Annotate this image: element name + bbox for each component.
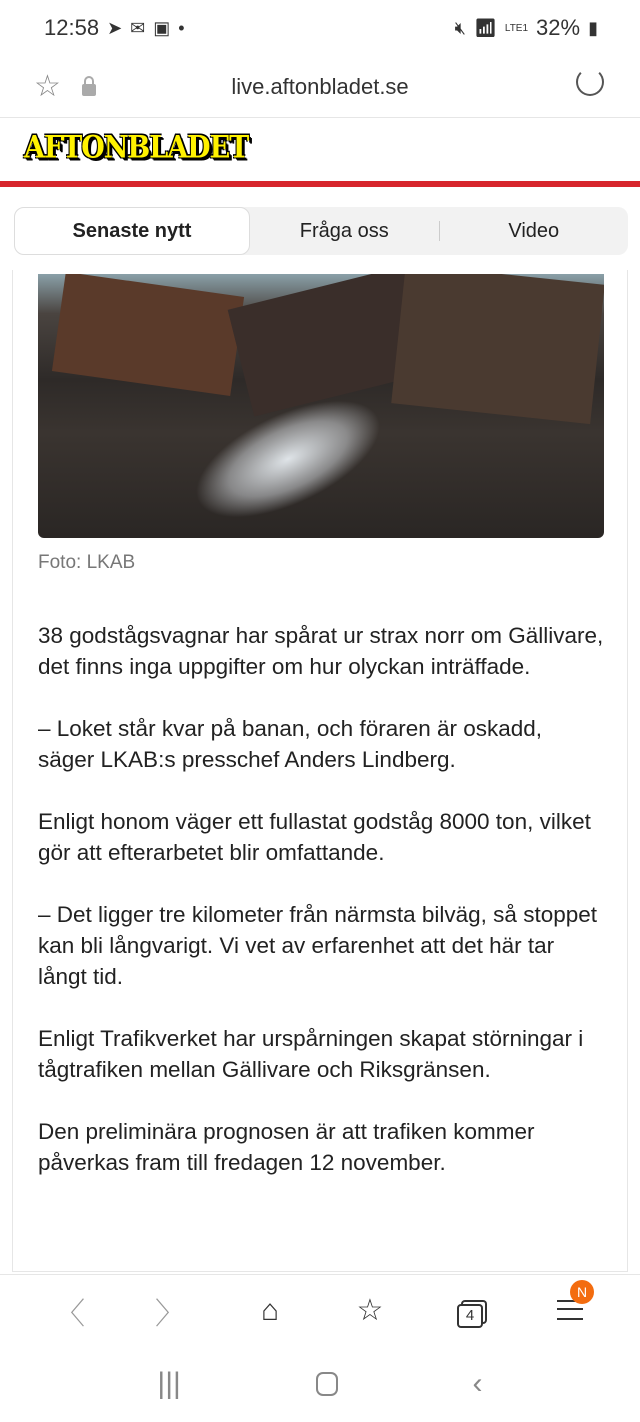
reload-icon[interactable] bbox=[576, 68, 604, 96]
paragraph: Den preliminära prognosen är att trafiken kommer påverkas fram till fredagen 12 november. bbox=[38, 1119, 535, 1175]
browser-toolbar bbox=[0, 1274, 640, 1346]
battery-icon: ▮ bbox=[588, 17, 598, 38]
clock: 12:58 bbox=[44, 15, 100, 40]
tab-senaste-nytt[interactable]: Senaste nytt bbox=[14, 207, 250, 255]
mute-icon: 🔇︎ bbox=[454, 17, 467, 38]
aftonbladet-logo[interactable]: AFTONBLADET bbox=[24, 129, 249, 166]
mail-icon: ✉ bbox=[130, 17, 146, 38]
menu-button[interactable] bbox=[540, 1283, 600, 1328]
dot-icon: • bbox=[178, 17, 185, 38]
back-nav-icon[interactable]: ‹ bbox=[472, 1367, 483, 1400]
back-button[interactable]: 〈 bbox=[55, 1297, 85, 1331]
article-body bbox=[38, 620, 604, 1209]
image-icon: ▣ bbox=[153, 17, 171, 38]
photo-caption: Foto: LKAB bbox=[38, 552, 136, 573]
paragraph: – Loket står kvar på banan, och föraren är oskadd, säger LKAB:s presschef Anders Lindberg. bbox=[38, 716, 543, 772]
battery-level: 32% bbox=[536, 15, 581, 40]
telegram-icon: ➤ bbox=[107, 17, 123, 38]
address-bar[interactable] bbox=[0, 56, 640, 118]
tab-video[interactable]: Video bbox=[508, 219, 560, 242]
section-tabs bbox=[14, 207, 628, 255]
home-button[interactable] bbox=[240, 1294, 300, 1328]
bookmarks-star-icon: ☆ bbox=[356, 1294, 384, 1327]
paragraph: Enligt Trafikverket har urspårningen skapat störningar i tågtrafiken mellan Gällivare och Riksgränsen. bbox=[38, 1026, 584, 1082]
tabs-button[interactable] bbox=[440, 1294, 500, 1328]
header-divider bbox=[0, 181, 640, 187]
url-text[interactable]: live.aftonbladet.se bbox=[231, 73, 409, 99]
tab-fraga-oss[interactable]: Fråga oss bbox=[299, 219, 389, 242]
home-nav-icon[interactable] bbox=[316, 1372, 338, 1396]
site-header bbox=[0, 118, 640, 182]
forward-button[interactable]: 〉 bbox=[155, 1297, 185, 1331]
paragraph: Enligt honom väger ett fullastat godståg 8000 ton, vilket gör att efterarbetet blir omfattande. bbox=[38, 809, 591, 865]
lock-icon[interactable] bbox=[82, 84, 96, 96]
network-label: LTE1 bbox=[504, 22, 529, 34]
tab-count: 4 bbox=[457, 1304, 483, 1328]
notification-badge: N bbox=[570, 1280, 594, 1304]
paragraph: – Det ligger tre kilometer från närmsta bilväg, så stoppet kan bli långvarigt. Vi vet av erfarenhet att det här tar långt tid. bbox=[38, 902, 598, 989]
bookmark-star-icon[interactable]: ☆ bbox=[34, 70, 61, 103]
paragraph: 38 godstågsvagnar har spårat ur strax norr om Gällivare, det finns inga uppgifter om hur olyckan inträffade. bbox=[38, 623, 604, 679]
system-nav-bar bbox=[0, 1346, 640, 1422]
article-photo[interactable] bbox=[38, 274, 604, 538]
home-icon: ⌂ bbox=[260, 1293, 280, 1327]
bookmarks-button[interactable] bbox=[340, 1293, 400, 1328]
status-bar bbox=[0, 0, 640, 56]
recent-apps-icon[interactable]: ||| bbox=[157, 1367, 181, 1400]
wifi-icon: 📶︎ bbox=[474, 17, 497, 38]
